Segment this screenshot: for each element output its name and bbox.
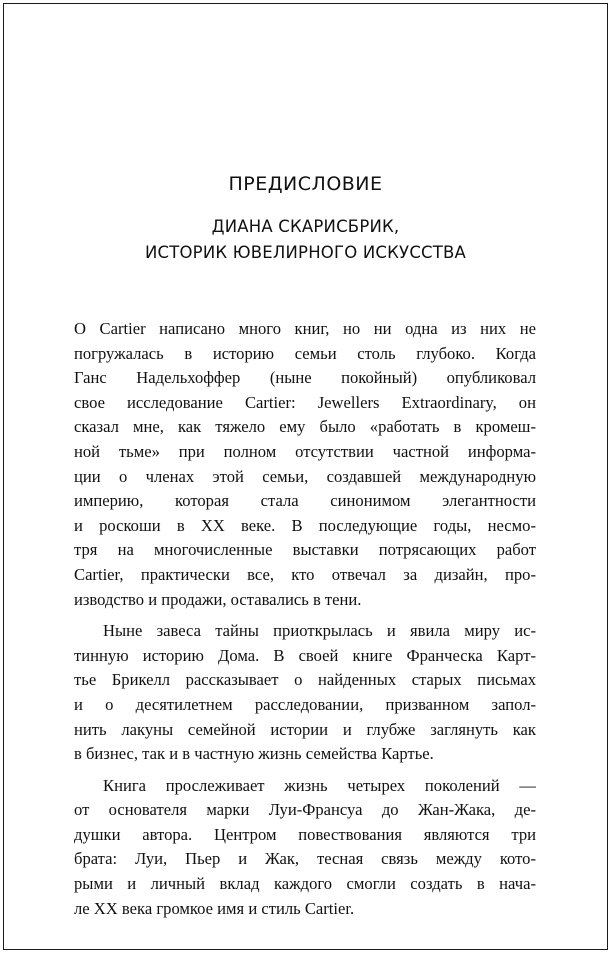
paragraph-2 <box>74 619 536 767</box>
chapter-title: ПРЕДИСЛОВИЕ <box>228 173 383 195</box>
text-line: брата: Луи, Пьер и Жак, тесная связь между кото- <box>74 849 536 869</box>
text-line: Ныне завеса тайны приоткрылась и явила миру ис- <box>103 621 536 641</box>
subtitle-line: ДИАНА СКАРИСБРИК, <box>211 217 400 236</box>
text-line: ции о членах этой семьи, создавшей международную <box>74 466 536 486</box>
text-line: рыми и личный вклад каждого смогли создать в нача- <box>74 874 536 894</box>
subtitle-line: ИСТОРИК ЮВЕЛИРНОГО ИСКУССТВА <box>144 243 467 262</box>
text-line: ле XX века громкое имя и стиль Cartier. <box>74 898 355 918</box>
text-line: тря на многочисленные выставки потрясающих работ <box>74 540 536 560</box>
text-line: и роскоши в XX веке. В последующие годы, несмо- <box>74 515 536 535</box>
text-line: в бизнес, так и в частную жизнь семейства Картье. <box>74 744 434 764</box>
text-line: и о десятилетнем расследовании, призванном запол- <box>74 694 536 714</box>
text-line: тье Брикелл рассказывает о найденных старых письмах <box>74 670 536 690</box>
paragraph-3 <box>74 774 536 922</box>
paragraph-1 <box>74 317 536 612</box>
text-line: Книга прослеживает жизнь четырех поколений — <box>103 775 536 795</box>
chapter-subtitle <box>4 214 607 266</box>
text-line: тинную историю Дома. В своей книге Франческа Карт- <box>74 645 536 665</box>
text-line: от основателя марки Луи-Франсуа до Жан-Жака, де- <box>74 800 536 820</box>
text-line: империю, которая стала синонимом элегантности <box>74 491 536 511</box>
text-line: душки автора. Центром повествования являются три <box>74 824 536 844</box>
text-line: погружалась в историю семьи столь глубоко. Когда <box>74 343 536 363</box>
text-line: ной тьме» при полном отсутствии частной информа- <box>74 441 536 461</box>
text-line: сказал мне, как тяжело ему было «работать в кромеш- <box>74 417 536 437</box>
text-line: Ганс Надельхоффер (ныне покойный) опубликовал <box>74 368 536 388</box>
book-page <box>3 3 608 950</box>
text-line: О Cartier написано много книг, но ни одна из них не <box>74 319 536 338</box>
body-text <box>74 317 536 921</box>
text-line: Cartier, практически все, кто отвечал за дизайн, про- <box>74 564 536 584</box>
text-line: изводство и продажи, оставались в тени. <box>74 589 362 609</box>
text-line: нить лакуны семейной истории и глубже заглянуть как <box>74 719 536 739</box>
text-line: свое исследование Cartier: Jewellers Extraordinary, он <box>74 392 536 412</box>
